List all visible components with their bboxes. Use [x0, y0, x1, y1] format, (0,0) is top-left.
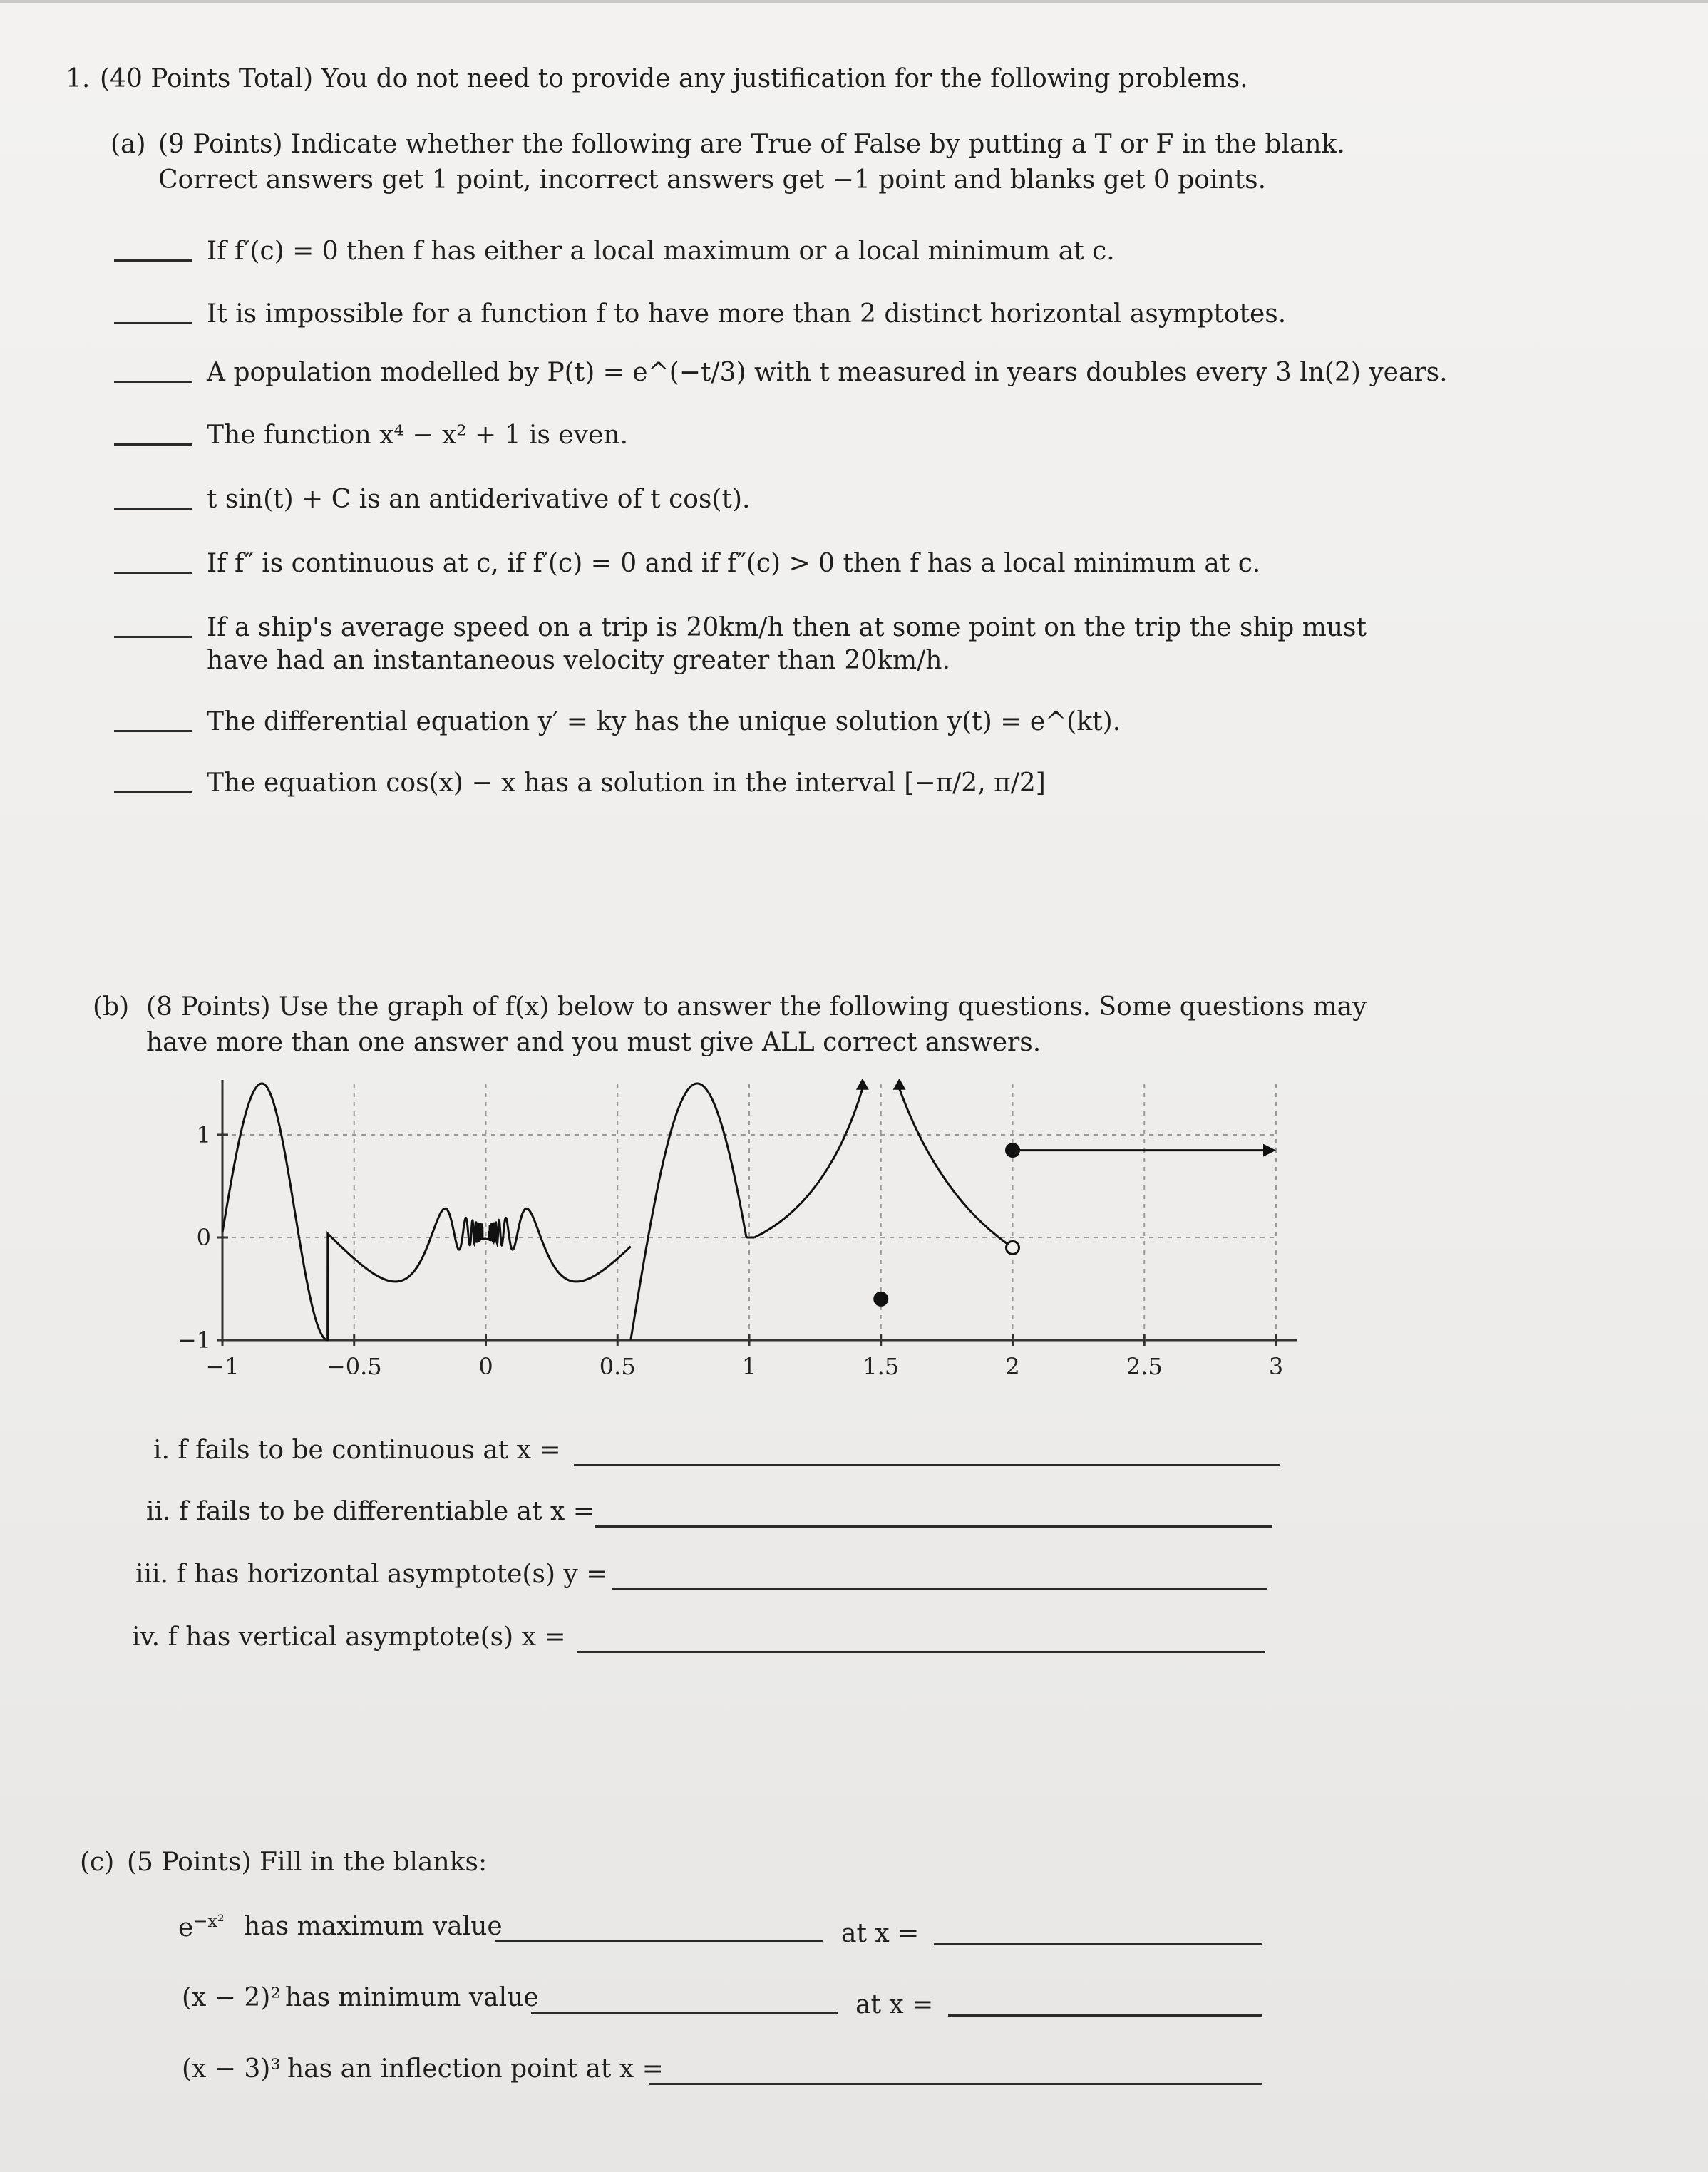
x-tick-label: 0.5	[599, 1353, 636, 1380]
top-edge-line	[0, 0, 1708, 3]
part-a-label: (a)	[110, 130, 146, 159]
up-arrow-right	[893, 1079, 906, 1090]
statement: The equation cos(x) − x has a solution in the interval [−π/2, π/2]	[207, 768, 1046, 798]
open-point	[1007, 1241, 1019, 1254]
part-a-intro-2: Correct answers get 1 point, incorrect answers get −1 point and blanks get 0 points.	[158, 165, 1267, 195]
statement: The differential equation y′ = ky has the unique solution y(t) = e^(kt).	[207, 707, 1121, 736]
arch-curve	[631, 1084, 755, 1340]
up-arrow-left	[856, 1079, 869, 1090]
answer-blank[interactable]	[114, 443, 192, 446]
part-b-label: (b)	[93, 992, 130, 1021]
answer-blank[interactable]	[114, 508, 192, 510]
x-tick-label: −0.5	[326, 1353, 382, 1380]
statement: If f′(c) = 0 then f has either a local maximum or a local minimum at c.	[207, 237, 1115, 266]
statement: It is impossible for a function f to have more than 2 distinct horizontal asymptotes.	[207, 299, 1287, 329]
question-text: ii. f fails to be differentiable at x =	[146, 1497, 595, 1526]
statement-continued: have had an instantaneous velocity greater than 20km/h.	[207, 646, 950, 675]
row2-expression: (x − 2)²	[182, 1983, 281, 2012]
y-tick-label: −1	[177, 1327, 211, 1354]
answer-blank[interactable]	[114, 636, 192, 638]
x-tick-label: 1	[741, 1353, 757, 1380]
question-text: iv. f has vertical asymptote(s) x =	[132, 1622, 566, 1652]
oscillating-curve	[222, 1084, 631, 1340]
answer-blank[interactable]	[577, 1651, 1265, 1653]
min-at-x-blank[interactable]	[948, 2014, 1262, 2017]
ray-arrow	[1263, 1144, 1276, 1157]
x-tick-label: 1.5	[863, 1353, 900, 1380]
statement: A population modelled by P(t) = e^(−t/3) with t measured in years doubles every 3 ln(2) years.	[207, 358, 1448, 387]
max-at-x-blank[interactable]	[934, 1943, 1262, 1945]
statement: t sin(t) + C is an antiderivative of t cos(t).	[207, 485, 751, 514]
answer-blank[interactable]	[574, 1464, 1280, 1466]
statement: If f″ is continuous at c, if f′(c) = 0 and if f″(c) > 0 then f has a local minimum at c.	[207, 549, 1261, 578]
x-tick-label: 2	[1005, 1353, 1020, 1380]
function-graph	[157, 1069, 1333, 1411]
problem-number: 1.	[66, 64, 91, 93]
part-a-intro-1: (9 Points) Indicate whether the following are True of False by putting a T or F in the blank.	[158, 130, 1345, 159]
max-value-blank[interactable]	[495, 1940, 823, 1942]
answer-blank[interactable]	[114, 259, 192, 262]
min-value-blank[interactable]	[531, 2012, 838, 2014]
row1-text: has maximum value	[244, 1912, 503, 1941]
row1-expression	[178, 1910, 225, 1944]
statement: The function x⁴ − x² + 1 is even.	[207, 421, 629, 450]
answer-blank[interactable]	[612, 1588, 1267, 1590]
question-text: iii. f has horizontal asymptote(s) y =	[135, 1560, 608, 1589]
rising-curve	[754, 1088, 862, 1237]
question-text: i. f fails to be continuous at x =	[153, 1436, 561, 1465]
y-tick-label: 1	[196, 1121, 211, 1148]
graph-axes	[217, 1080, 1297, 1346]
row3-text: has an inflection point at x =	[287, 2054, 664, 2084]
row2-text: has minimum value	[285, 1983, 539, 2012]
answer-blank[interactable]	[595, 1525, 1272, 1528]
row1-exponent: −x²	[193, 1911, 225, 1931]
answer-blank[interactable]	[114, 322, 192, 324]
part-b-intro-2: have more than one answer and you must give ALL correct answers.	[146, 1028, 1041, 1057]
descending-curve	[900, 1088, 1010, 1245]
answer-blank[interactable]	[114, 381, 192, 383]
statement: If a ship's average speed on a trip is 20km/h then at some point on the trip the ship must	[207, 613, 1367, 642]
answer-blank[interactable]	[114, 730, 192, 732]
x-tick-label: 3	[1268, 1353, 1284, 1380]
y-tick-label: 0	[196, 1224, 211, 1251]
answer-blank[interactable]	[114, 791, 192, 793]
closed-point	[1007, 1144, 1019, 1157]
x-tick-label: 2.5	[1126, 1353, 1163, 1380]
problem-header: (40 Points Total) You do not need to provide any justification for the following problems.	[100, 64, 1248, 93]
graph-points	[875, 1144, 1019, 1306]
part-c-label: (c)	[80, 1848, 115, 1877]
row1-at-x: at x =	[841, 1919, 920, 1948]
row1-base: e	[178, 1913, 194, 1942]
part-c-intro: (5 Points) Fill in the blanks:	[127, 1848, 488, 1877]
x-tick-label: 0	[478, 1353, 493, 1380]
part-b-intro-1: (8 Points) Use the graph of f(x) below to answer the following questions. Some questions may	[146, 992, 1367, 1021]
x-tick-label: −1	[205, 1353, 240, 1380]
closed-point	[875, 1292, 888, 1305]
row3-expression: (x − 3)³	[182, 2054, 281, 2084]
row2-at-x: at x =	[855, 1990, 934, 2019]
inflection-blank[interactable]	[649, 2083, 1262, 2085]
graph-grid	[222, 1084, 1276, 1340]
answer-blank[interactable]	[114, 572, 192, 574]
